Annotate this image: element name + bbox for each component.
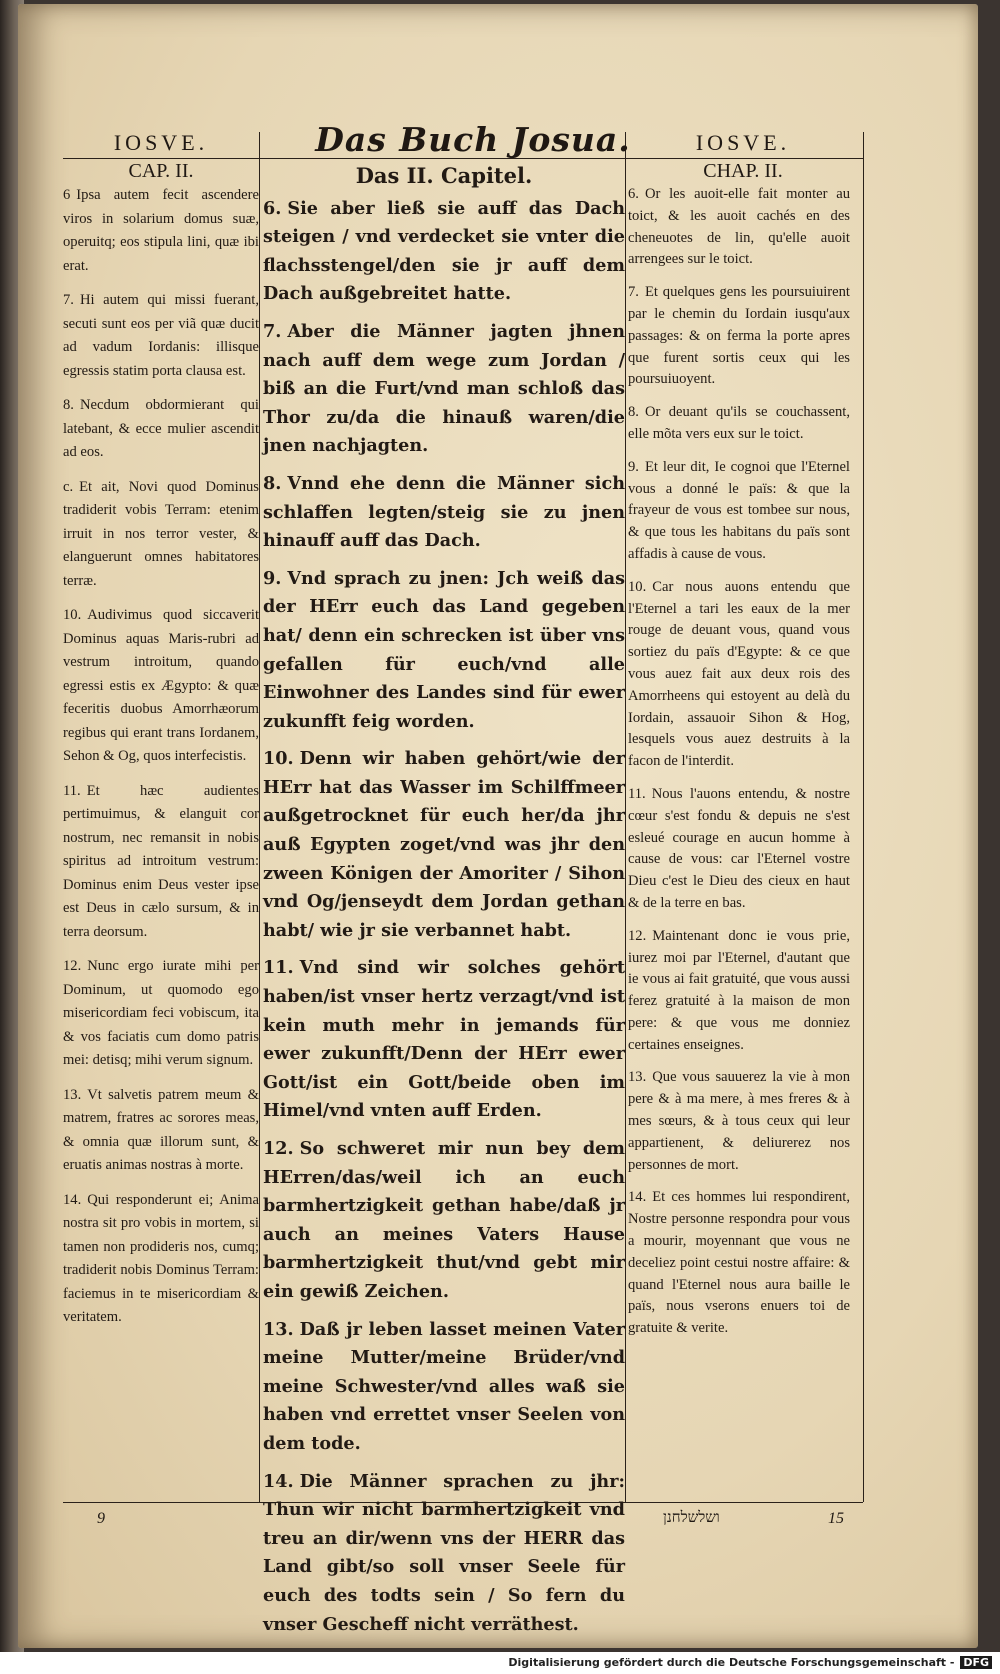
german-column [263,162,625,1639]
latin-verse [63,289,259,383]
latin-verse [63,184,259,278]
french-verse [628,402,850,446]
frame-rule-right [863,132,864,1502]
verse-text: Daß jr leben lasset meinen Vater meine Mutter/meine Brüder/vnd meine Schwester/vnd alles waß sie haben vnd errettet vnser Seelen von dem tode. [263,1318,625,1454]
book-page [18,4,978,1648]
digitization-credit [508,1656,992,1669]
verse-number: 13. [263,1318,294,1340]
french-verse [628,1187,850,1340]
verse-number: 8. [63,397,74,413]
french-verse [628,457,850,566]
latin-verse [63,1084,259,1178]
verse-text: Or deuant qu'ils se couchassent, elle mõta vers eux sur le toict. [628,404,850,442]
verse-number: 7. [263,320,282,342]
verse-number: 11. [263,957,294,979]
german-verse [263,565,625,737]
verse-number: 6 [63,187,71,203]
latin-verse [63,780,259,945]
french-verse [628,926,850,1057]
verse-text: Et ait, Novi quod Dominus tradiderit vobis Terram: etenim irruit in nos terror vester, & elanguerunt omnes habitatores terræ. [63,478,259,589]
verse-number: 14. [63,1191,82,1208]
german-verse [263,1316,625,1459]
verse-text: Vt salvetis patrem meum & matrem, fratres ac sorores meas, & omnia quæ illorum sunt, & eruatis animas nostras à morte. [63,1086,259,1173]
verse-text: Vnd sind wir solches gehört haben/ist vnser hertz verzagt/vnd ist kein muth mehr in jemands für ewer zukunfft/Denn der HErr ewer Gott/ist ein Gott/beide oben im Himel/vnd vnten auff Erden. [263,957,625,1122]
verse-text: Vnnd ehe denn die Männer sich schlaffen legten/steig sie zu jnen hinauff auff das Dach. [263,472,625,552]
verse-number: 14. [628,1189,647,1206]
verse-number: 14. [263,1470,294,1492]
french-chapter: CHAP. II. [703,160,783,182]
verse-number: 13. [628,1069,647,1086]
latin-verse [63,604,259,769]
verse-number: 12. [263,1138,294,1159]
hebrew-catchword: ושלשלחנן [663,1508,720,1526]
latin-verse [63,1189,259,1330]
french-verse [628,784,850,915]
verse-number: 11. [628,785,646,802]
verse-text: Et quelques gens les poursuiuirent par le chemin du Iordain iusqu'aux passages: & on ferma la porte apres que furent sortis ceux qui les poursuiuoyent. [628,284,850,388]
dfg-logo: DFG [960,1656,992,1669]
latin-chapter: CAP. II. [128,160,194,182]
verse-number: 12. [628,927,647,944]
verse-text: Et leur dit, Ie cognoi que l'Eternel vous a donné le païs: & que la frayeur de vous est tombee sur nous, & que tous les habitans du païs sont affadis à cause de vous. [628,458,850,562]
french-column [628,184,850,1340]
page-number: 15 [828,1510,844,1527]
verse-text: Audivimus quod siccaverit Dominus aquas Maris-rubri ad vestrum introitum, quando egressi estis ex Ægypto: & quæ feceritis duobus Amorrhæorum regibus qui erant trans Iordanem, Sehon & Og, quos interfecistis. [63,607,259,764]
verse-text: Necdum obdormierant qui latebant, & ecce mulier ascendit ad eos. [63,397,259,460]
french-verse [628,282,850,391]
verse-number: 11. [63,782,81,799]
german-verse [263,954,625,1126]
latin-verse [63,476,259,594]
page-title: Das Buch Josua. [315,120,631,159]
verse-number: 9. [628,458,639,475]
verse-text: So schweret mir nun bey dem HErren/das/weil ich an euch barmhertzigkeit gethan habe/daß jr auch an meines Vaters Hause barmhertzigkeit thut/vnd gebt mir ein gewiß Zeichen. [263,1138,625,1302]
verse-number: 13. [63,1086,82,1103]
verse-number: c. [63,478,74,495]
verse-text: Ipsa autem fecit ascendere viros in solarium domus suæ, operuitq; eos stipula lini, quæ ibi erat. [63,187,259,274]
verse-number: 10. [628,578,647,595]
verse-number: 12. [63,958,82,974]
signature-mark: 9 [97,1510,105,1527]
header-left: IOSVE. [113,130,209,155]
latin-verse [63,394,259,465]
french-verse [628,184,850,271]
verse-text: Aber die Männer jagten jhnen nach auff dem wege zum Jordan / biß an die Furt/vnd man schloß das Thor zu/da die hinauß waren/die jnen nachjagten. [263,320,625,457]
verse-text: Nous l'auons entendu, & nostre cœur s'est fondu & depuis ne s'est esleué courage en aucun homme à cause de vous: car l'Eternel vostre Dieu c'est le Dieu des cieux en haut & de la terre en bas. [628,785,850,911]
verse-text: Or les auoit-elle fait monter au toict, & les auoit cachés en des cheneuotes de lin, qu'elle auoit arrengees sur le toict. [628,186,850,268]
verse-text: Et ces hommes lui respondirent, Nostre personne respondra pour vous a mourir, moyennant que vous ne deceliez point cestui nostre affaire: & quand l'Eternel nous aura baille le païs, nous vserons enuers toi de gratuite & verite. [628,1189,850,1337]
verse-text: Que vous sauuerez la vie à mon pere & à ma mere, à mes freres & à mes sœurs, & à tous ceux qui leur appartienent, & deliurerez nos personnes de mort. [628,1069,850,1173]
german-verse [263,1135,625,1307]
verse-text: Die Männer sprachen zu jhr: Thun wir nicht barmhertzigkeit vnd treu an dir/wenn vns der HERR das Land gibt/so soll vnser Seele für euch des todts sein / So fern du vnser Gescheff nicht verräthest. [263,1470,625,1635]
verse-text: Et hæc audientes pertimuimus, & elanguit cor nostrum, nec remansit in nobis spiritus ad introitum vestrum: Dominus enim Deus vester ipse est Deus in cælo sursum, & in terra deorsum. [63,782,259,940]
column-rule-left [259,132,260,1502]
verse-number: 7. [63,292,74,308]
verse-number: 10. [63,607,82,623]
latin-column [63,184,259,1330]
credit-text: Digitalisierung gefördert durch die Deutsche Forschungsgemeinschaft - [508,1656,955,1669]
french-verse [628,1067,850,1176]
german-verse [263,1468,625,1640]
verse-text: Maintenant donc ie vous prie, iurez moi par l'Eternel, d'autant que ie vous ai fait gratuité, que vous aussi ferez gratuité à la maison de mon pere: & que vous me donniez certaines enseignes. [628,927,850,1053]
verse-number: 6. [628,186,639,202]
text-frame [63,120,863,1635]
column-rule-right [625,132,626,1502]
latin-verse [63,955,259,1073]
verse-text: Car nous auons entendu que l'Eternel a tari les eaux de la mer rouge de deuant vous, quand vous sortiez du païs d'Egypte: & ce que vous auez fait aux deux rois des Amorrheens qui estoyent au delà du Iordain, assauoir Sihon & Hog, lesquels vous auez destruits à la facon de l'interdit. [628,578,850,770]
verse-number: 10. [263,748,294,770]
verse-text: Sie aber ließ sie auff das Dach steigen / vnd verdecket sie vnter die flachsstengel/den sie jr auff dem Dach außgebreitet hatte. [263,197,625,305]
verse-number: 8. [628,404,639,421]
german-verse [263,195,625,309]
verse-text: Vnd sprach zu jnen: Jch weiß das der HErr euch das Land gegeben hat/ denn ein schrecken ist über vns gefallen für euch/vnd alle Einwohner des Landes sind für ewer zukunfft feig worden. [263,567,625,732]
verse-number: 6. [263,197,282,219]
german-verse [263,318,625,461]
verse-number: 9. [263,567,282,589]
german-chapter: Das II. Capitel. [355,163,533,188]
verse-number: 8. [263,472,282,494]
german-verse [263,745,625,945]
header-right: IOSVE. [695,130,791,155]
verse-text: Denn wir haben gehört/wie der HErr hat das Wasser im Schilffmeer außgetrocknet für euch her/da jhr auß Egypten zoget/vnd was jhr den zween Königen der Amoriter / Sihon vnd Og/jenseydt dem Jordan gethan habt/ wie jr sie verbannet habt. [263,748,625,941]
german-verse [263,470,625,556]
verse-text: Nunc ergo iurate mihi per Dominum, ut quomodo ego misericordiam feci vobiscum, ita & vos faciatis cum domo patris mei: detisq; mihi verum signum. [63,958,259,1068]
verse-text: Hi autem qui missi fuerant, secuti sunt eos per viã quæ ducit ad vadum Iordanis: illisque egressis statim porta clausa est. [63,292,259,379]
verse-text: Qui responderunt ei; Anima nostra sit pro vobis in mortem, si tamen non prodideris nos, cumq; tradiderit nobis Dominus Terram: faciemus in te misericordiam & veritatem. [63,1191,259,1325]
verse-number: 7. [628,284,639,301]
french-verse [628,577,850,773]
